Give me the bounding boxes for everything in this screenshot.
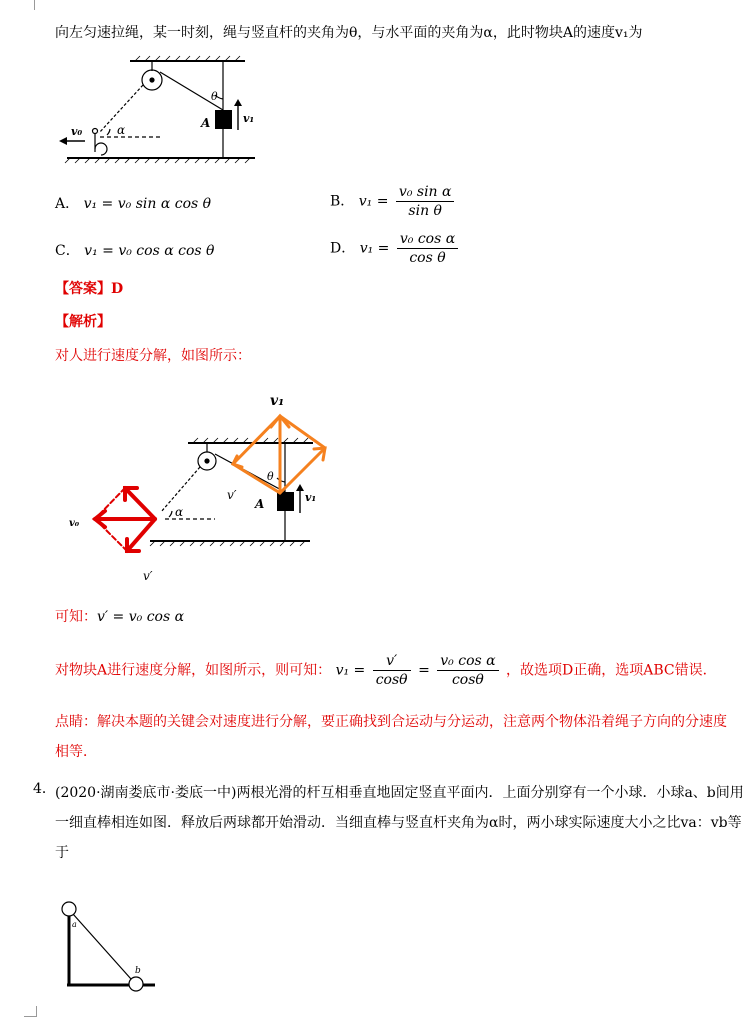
analysis-line-1: 对人进行速度分解，如图所示： xyxy=(55,348,251,364)
fig2-vprime-right-label: v′ xyxy=(227,488,237,502)
option-a[interactable] xyxy=(55,193,211,213)
option-b-numerator: v₀ sin α xyxy=(396,183,455,202)
figure-1-pulley xyxy=(55,55,265,170)
fig2-alpha-label: α xyxy=(175,505,184,519)
block-lhs: v₁ = xyxy=(335,662,366,679)
option-b-lhs: v₁ = xyxy=(358,193,389,210)
fig1-alpha-label: α xyxy=(117,123,126,137)
figure-2-decomposition xyxy=(55,388,345,588)
fig2-theta-label: θ xyxy=(267,470,274,483)
fig1-v1-label: v₁ xyxy=(243,112,255,125)
fig2-v0-label: v₀ xyxy=(69,518,80,529)
margin-mark-top xyxy=(34,0,35,10)
option-b-denominator: sin θ xyxy=(408,203,442,219)
option-d-lhs: v₁ = xyxy=(359,240,390,257)
option-b-letter: B． xyxy=(330,193,355,210)
block-suffix: ，故选项D正确，选项ABC错误． xyxy=(506,662,717,679)
option-c-formula: v₁ = v₀ cos α cos θ xyxy=(84,243,215,259)
fig2-v1-label: v₁ xyxy=(305,491,317,504)
option-d-numerator: v₀ cos α xyxy=(397,230,458,249)
option-c[interactable] xyxy=(55,240,214,260)
answer-label: 【答案】D xyxy=(55,281,124,297)
option-d[interactable] xyxy=(330,230,461,267)
analysis-title: 【解析】 xyxy=(55,314,111,330)
option-a-letter: A． xyxy=(55,196,80,212)
dianjing-note: 点睛：解决本题的关键会对速度进行分解，要正确找到合运动与分运动，注意两个物体沿着绳子方向的分速度相等． xyxy=(55,714,727,760)
kezhi-prefix: 可知： xyxy=(55,609,97,625)
option-c-letter: C． xyxy=(55,243,80,259)
margin-mark-bottom xyxy=(24,1006,37,1017)
block-line xyxy=(55,652,717,689)
q3-intro: 向左匀速拉绳，某一时刻，绳与竖直杆的夹角为θ，与水平面的夹角为α，此时物块A的速度v₁为 xyxy=(55,25,643,41)
option-d-letter: D． xyxy=(330,240,356,257)
fig1-A-label: A xyxy=(201,116,211,130)
fig1-theta-label: θ xyxy=(211,90,218,103)
fig3-b-label: b xyxy=(135,966,141,976)
fig1-v0-label: v₀ xyxy=(71,125,83,138)
q4-number: 4． xyxy=(33,781,56,797)
block-frac1-num: v′ xyxy=(373,652,411,671)
block-frac2-num: v₀ cos α xyxy=(437,652,498,671)
fig2-v1-top-label: v₁ xyxy=(270,393,285,409)
figure-3-rods xyxy=(55,895,165,995)
kezhi-line xyxy=(55,606,184,626)
fig3-a-label: a xyxy=(72,920,77,929)
q4-text: (2020·湖南娄底市·娄底一中)两根光滑的杆互相垂直地固定竖直平面内．上面分别穿有一个小球．小球a、b间用一细直棒相连如图．释放后两球都开始滑动．当细直棒与竖直杆夹角为α时，两小球实际速度大小之比va：vb等于 xyxy=(55,785,744,861)
option-b[interactable] xyxy=(330,183,457,220)
block-frac2-den: cosθ xyxy=(451,672,484,688)
option-d-denominator: cos θ xyxy=(409,250,446,266)
option-a-formula: v₁ = v₀ sin α cos θ xyxy=(83,196,212,212)
block-frac1-den: cosθ xyxy=(375,672,408,688)
fig2-vprime-left-label: v′ xyxy=(143,569,153,583)
block-equals: = xyxy=(418,662,430,679)
fig2-A-label: A xyxy=(255,497,265,511)
kezhi-formula: v′ = v₀ cos α xyxy=(97,609,185,625)
block-prefix: 对物块A进行速度分解，如图所示，则可知： xyxy=(55,662,332,679)
